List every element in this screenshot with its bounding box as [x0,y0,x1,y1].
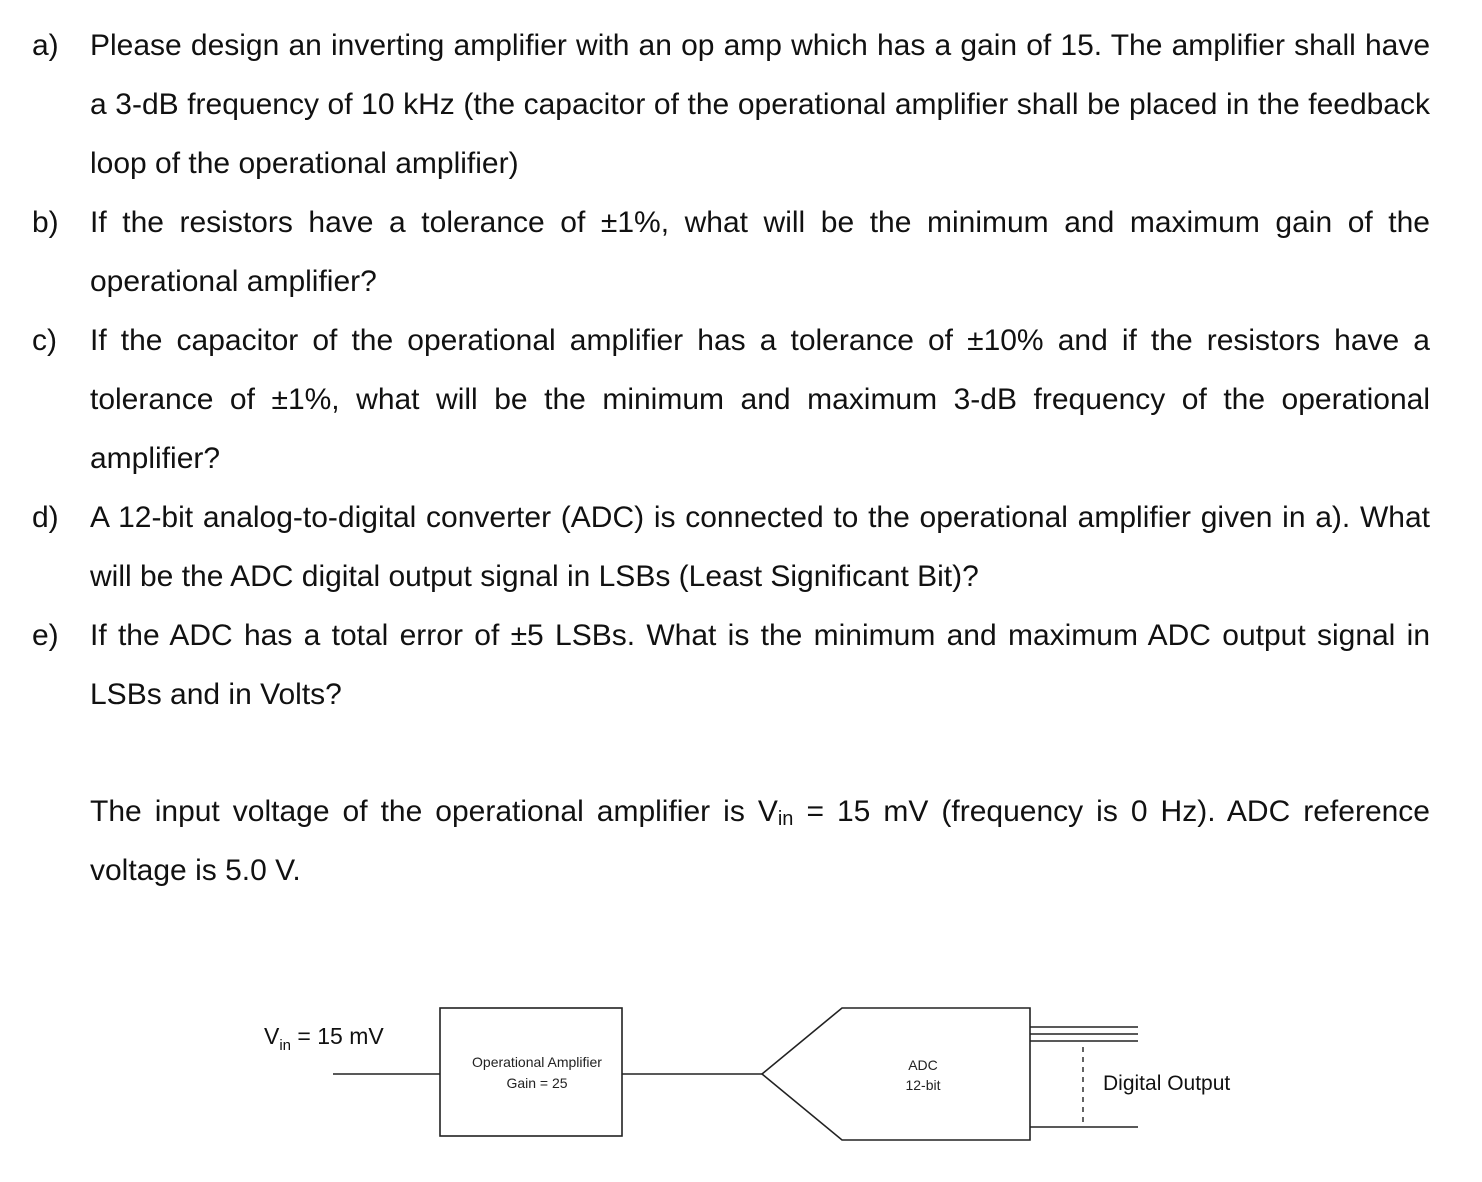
note-text-start: The input voltage of the operational amplifier is V [90,795,778,828]
question-text: If the capacitor of the operational amplifier has a tolerance of ±10% and if the resistors have a tolerance of ±1%, what will be the minimum and maximum 3-dB frequency of the operational amplifier? [90,324,1430,475]
question-label: e) [32,619,59,652]
adc-title: ADC [908,1057,938,1073]
input-note [90,782,1430,900]
question-c [32,311,1430,488]
vin-label [264,1023,384,1054]
vin-subscript: in [279,1037,292,1054]
block-diagram [0,990,1482,1160]
note-text-end: = 15 mV (frequency is 0 Hz). ADC reference voltage is 5.0 V. [90,795,1430,887]
vin-value: = 15 mV [291,1023,384,1049]
question-e [32,606,1430,724]
note-subscript: in [777,808,794,830]
amplifier-title: Operational Amplifier [472,1054,602,1070]
question-label: c) [32,324,57,357]
question-d [32,488,1430,606]
question-label: d) [32,501,59,534]
vin-symbol: V [264,1023,280,1049]
adc-bits: 12-bit [905,1077,941,1093]
question-label: a) [32,29,59,62]
question-label: b) [32,206,59,239]
amplifier-gain: Gain = 25 [506,1075,568,1091]
question-text: Please design an inverting amplifier with an op amp which has a gain of 15. The amplifier shall have a 3-dB frequency of 10 kHz (the capacitor of the operational amplifier shall be placed in the feedback loop of the operational amplifier) [90,29,1430,180]
adc-block [762,1008,1030,1140]
amplifier-block [440,1008,622,1136]
digital-output-label: Digital Output [1103,1072,1231,1095]
question-a [32,16,1430,193]
question-text: A 12-bit analog-to-digital converter (ADC) is connected to the operational amplifier given in a). What will be the ADC digital output signal in LSBs (Least Significant Bit)? [90,501,1430,593]
question-text: If the resistors have a tolerance of ±1%, what will be the minimum and maximum gain of the operational amplifier? [90,206,1430,298]
question-b [32,193,1430,311]
question-text: If the ADC has a total error of ±5 LSBs. What is the minimum and maximum ADC output signal in LSBs and in Volts? [90,619,1430,711]
